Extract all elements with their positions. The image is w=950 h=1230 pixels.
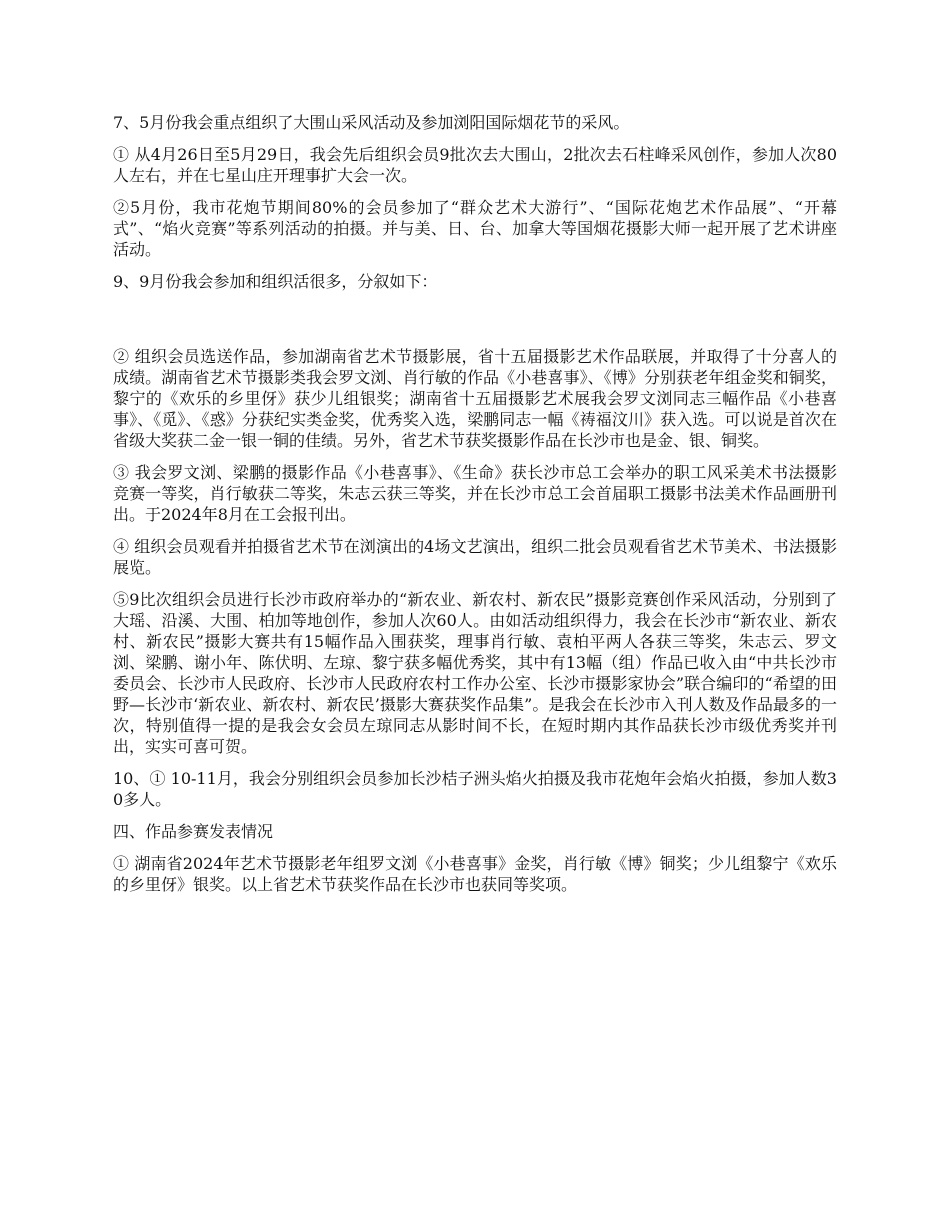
blank-space: [113, 303, 837, 346]
paragraph-award-summary: ① 湖南省2024年艺术节摄影老年组罗文浏《小巷喜事》金奖，肖行敏《博》铜奖；少儿组黎宁《欢乐的乡里伢》银奖。以上省艺术节获奖作品在长沙市也获同等奖项。: [113, 854, 837, 894]
section-heading-works-awards: 四、作品参赛发表情况: [113, 822, 274, 841]
paragraph-fireworks-festival: ②5月份，我市花炮节期间80%的会员参加了“群众艺术大游行”、“国际花炮艺术作品展”、“开幕式”、“焰火竞赛”等系列活动的拍摄。并与美、日、台、加拿大等国烟花摄影大师一起开展了艺术讲座活动。: [113, 198, 837, 259]
paragraph-dawei-mountain-trips: ① 从4月26日至5月29日，我会先后组织会员9批次去大围山，2批次去石柱峰采风创作，参加人次80人左右，并在七星山庄开理事扩大会一次。: [113, 145, 837, 185]
paragraph-may-activities: 7、5月份我会重点组织了大围山采风活动及参加浏阳国际烟花节的采风。: [113, 113, 630, 132]
paragraph-performance-viewing: ④ 组织会员观看并拍摄省艺术节在浏演出的4场文艺演出，组织二批会员观看省艺术节美术、书法摄影展览。: [113, 537, 837, 577]
document-body: [113, 112, 837, 906]
paragraph-oct-nov-fireworks: 10、① 10-11月，我会分别组织会员参加长沙桔子洲头焰火拍摄及我市花炮年会焰火拍摄，参加人数30多人。: [113, 769, 837, 809]
paragraph-workers-competition: ③ 我会罗文浏、梁鹏的摄影作品《小巷喜事》、《生命》获长沙市总工会举办的职工风采美术书法摄影竞赛一等奖，肖行敏获二等奖，朱志云获三等奖，并在长沙市总工会首届职工摄影书法美术作品画册刊出。于2024年8月在工会报刊出。: [113, 463, 837, 524]
paragraph-september-activities: 9、9月份我会参加和组织活很多，分叙如下：: [113, 272, 438, 291]
paragraph-provincial-art-festival: ② 组织会员选送作品，参加湖南省艺术节摄影展，省十五届摄影艺术作品联展，并取得了十分喜人的成绩。湖南省艺术节摄影类我会罗文浏、肖行敏的作品《小巷喜事》、《博》分别获老年组金奖和铜奖，黎宁的《欢乐的乡里伢》获少儿组银奖；湖南省十五届摄影艺术展我会罗文浏同志三幅作品《小巷喜事》、《觅》、《惑》分获纪实类金奖，优秀奖入选，梁鹏同志一幅《祷福汶川》获入选。可以说是首次在省级大奖获二金一银一铜的佳绩。另外，省艺术节获奖摄影作品在长沙市也是金、银、铜奖。: [113, 347, 837, 450]
paragraph-new-countryside-contest: ⑤9比次组织会员进行长沙市政府举办的“新农业、新农村、新农民”摄影竞赛创作采风活动，分别到了大瑶、沿溪、大围、柏加等地创作，参加人次60人。由如活动组织得力，我会在长沙市“新农业、新农村、新农民”摄影大赛共有15幅作品入围获奖，理事肖行敏、袁柏平两人各获三等奖，朱志云、罗文浏、梁鹏、谢小年、陈伏明、左琼、黎宁获多幅优秀奖，其中有13幅（组）作品已收入由“中共长沙市委员会、长沙市人民政府、长沙市人民政府农村工作办公室、长沙市摄影家协会”联合编印的“希望的田野—长沙市‘新农业、新农村、新农民’摄影大赛获奖作品集”。是我会在长沙市入刊人数及作品最多的一次，特别值得一提的是我会女会员左琼同志从影时间不长，在短时期内其作品获长沙市级优秀奖并刊出，实实可喜可贺。: [113, 590, 837, 756]
